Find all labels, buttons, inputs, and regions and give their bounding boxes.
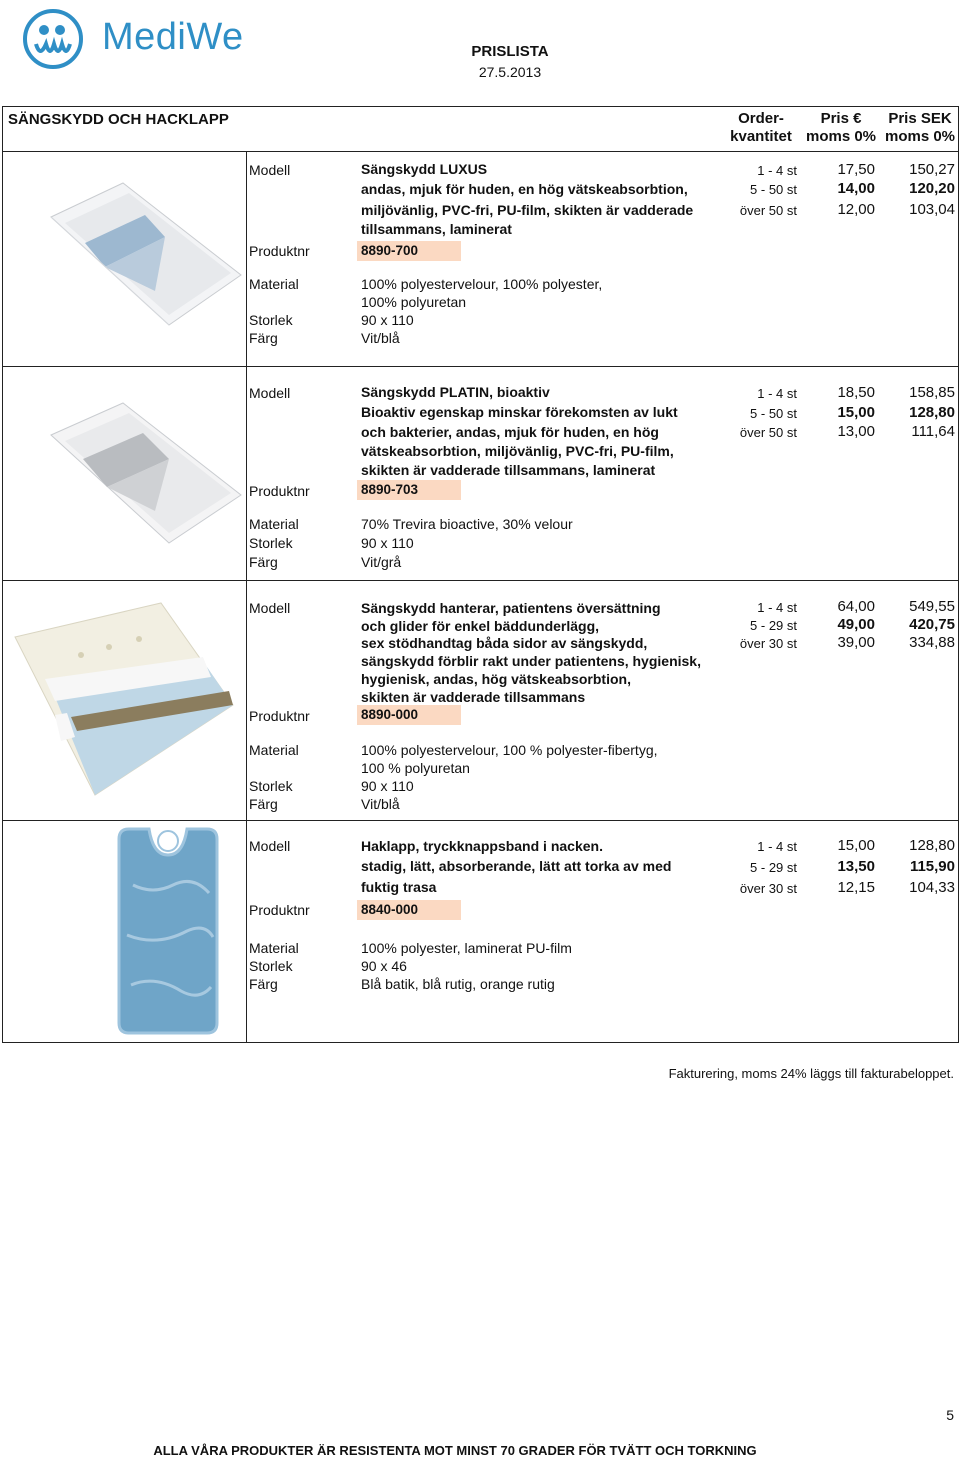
price-sek: 120,20	[909, 180, 955, 197]
product-description-line: miljövänlig, PVC-fri, PU-film, skikten är vadderade	[361, 202, 694, 218]
label-prodnr: Produktnr	[249, 483, 310, 499]
document-date: 27.5.2013	[478, 64, 542, 80]
label-color: Färg	[249, 554, 278, 570]
section-title: SÄNGSKYDD OCH HACKLAPP	[8, 111, 229, 128]
price-eur: 14,00	[837, 180, 875, 197]
material-line: 100 % polyuretan	[361, 760, 470, 776]
label-material: Material	[249, 940, 299, 956]
product-description-line: skikten är vadderade tillsammans, laminerat	[361, 462, 656, 478]
product-number: 8890-703	[357, 480, 461, 500]
logo-globe-icon	[22, 8, 92, 70]
material-line: 100% polyestervelour, 100% polyester,	[361, 276, 603, 292]
price-sek: 150,27	[909, 161, 955, 178]
product-description-line: och bakterier, andas, mjuk för huden, en hög	[361, 424, 659, 440]
label-size: Storlek	[249, 535, 293, 551]
order-quantity: 5 - 29 st	[750, 618, 797, 633]
price-eur: 13,50	[837, 858, 875, 875]
eur-column-header	[803, 110, 879, 146]
header-divider	[3, 151, 958, 152]
product-description-line: fuktig trasa	[361, 879, 437, 895]
product-image-haklapp	[113, 825, 223, 1037]
order-quantity: över 30 st	[739, 881, 797, 896]
price-sek: 128,80	[909, 837, 955, 854]
product-description-line: Sängskydd hanterar, patientens översättning	[361, 600, 661, 616]
price-eur: 15,00	[837, 404, 875, 421]
row-divider	[3, 580, 958, 581]
size-value: 90 x 110	[361, 778, 414, 794]
size-value: 90 x 46	[361, 958, 407, 974]
size-value: 90 x 110	[361, 312, 414, 328]
product-description-line: skikten är vadderade tillsammans	[361, 689, 586, 705]
label-prodnr: Produktnr	[249, 902, 310, 918]
label-material: Material	[249, 742, 299, 758]
label-color: Färg	[249, 976, 278, 992]
label-material: Material	[249, 276, 299, 292]
color-value: Vit/grå	[361, 554, 402, 570]
price-eur: 39,00	[837, 634, 875, 651]
price-eur: 64,00	[837, 598, 875, 615]
eur-header-line1: Pris €	[820, 110, 862, 127]
billing-note: Fakturering, moms 24% läggs till fakturabeloppet.	[668, 1066, 954, 1081]
product-description-line: sängskydd förblir rakt under patientens, hygienisk,	[361, 653, 701, 669]
price-sek: 115,90	[909, 858, 955, 875]
label-model: Modell	[249, 162, 291, 178]
price-sek: 128,80	[909, 404, 955, 421]
label-model: Modell	[249, 385, 291, 401]
order-quantity: över 30 st	[739, 636, 797, 651]
label-color: Färg	[249, 330, 278, 346]
product-description-line: hygienisk, andas, hög vätskeabsorbtion,	[361, 671, 631, 687]
color-value: Vit/blå	[361, 330, 400, 346]
product-description-line: Bioaktiv egenskap minskar förekomsten av lukt	[361, 404, 678, 420]
product-number: 8890-700	[357, 241, 461, 261]
price-eur: 13,00	[837, 423, 875, 440]
label-prodnr: Produktnr	[249, 243, 310, 259]
label-material: Material	[249, 516, 299, 532]
product-description-line: Sängskydd LUXUS	[361, 161, 488, 177]
product-description-line: och glider för enkel bäddunderlägg,	[361, 618, 600, 634]
material-line: 100% polyester, laminerat PU-film	[361, 940, 572, 956]
product-description-line: Haklapp, tryckknappsband i nacken.	[361, 838, 603, 854]
qty-column-header	[721, 110, 801, 146]
document-title: PRISLISTA	[471, 43, 549, 60]
price-sek: 158,85	[909, 384, 955, 401]
product-description-line: sex stödhandtag båda sidor av sängskydd,	[361, 635, 648, 651]
color-value: Blå batik, blå rutig, orange rutig	[361, 976, 555, 992]
price-eur: 17,50	[837, 161, 875, 178]
mediwe-logo	[22, 8, 262, 70]
material-line: 70% Trevira bioactive, 30% velour	[361, 516, 573, 532]
order-quantity: 1 - 4 st	[757, 386, 797, 401]
product-description-line: Sängskydd PLATIN, bioaktiv	[361, 384, 550, 400]
label-model: Modell	[249, 838, 291, 854]
label-model: Modell	[249, 600, 291, 616]
eur-header-line2: moms 0%	[805, 128, 877, 145]
order-quantity: 5 - 50 st	[750, 182, 797, 197]
sek-header-line1: Pris SEK	[888, 110, 952, 127]
price-eur: 49,00	[837, 616, 875, 633]
order-quantity: 1 - 4 st	[757, 163, 797, 178]
product-image-hanterar	[11, 597, 236, 807]
qty-header-line1: Order-	[738, 110, 784, 127]
product-number: 8890-000	[357, 705, 461, 725]
order-quantity: 5 - 29 st	[750, 860, 797, 875]
product-number: 8840-000	[357, 900, 461, 920]
sek-header-line2: moms 0%	[884, 128, 956, 145]
column-divider	[246, 151, 247, 1042]
order-quantity: över 50 st	[739, 203, 797, 218]
row-divider	[3, 820, 958, 821]
order-quantity: 1 - 4 st	[757, 839, 797, 854]
price-sek: 549,55	[909, 598, 955, 615]
price-sek: 111,64	[911, 423, 955, 440]
color-value: Vit/blå	[361, 796, 400, 812]
label-size: Storlek	[249, 312, 293, 328]
sek-column-header	[881, 110, 959, 146]
qty-header-line2: kvantitet	[730, 128, 792, 145]
page-number: 5	[946, 1407, 954, 1423]
price-sek: 103,04	[909, 201, 955, 218]
product-description-line: vätskeabsorbtion, miljövänlig, PVC-fri, PU-film,	[361, 443, 674, 459]
label-size: Storlek	[249, 958, 293, 974]
price-eur: 18,50	[837, 384, 875, 401]
order-quantity: 1 - 4 st	[757, 600, 797, 615]
brand-name: MediWe	[102, 16, 244, 58]
price-eur: 12,00	[837, 201, 875, 218]
product-description-line: tillsammans, laminerat	[361, 221, 512, 237]
order-quantity: 5 - 50 st	[750, 406, 797, 421]
price-sek: 104,33	[909, 879, 955, 896]
product-description-line: andas, mjuk för huden, en hög vätskeabsorbtion,	[361, 181, 688, 197]
material-line: 100% polyestervelour, 100 % polyester-fibertyg,	[361, 742, 658, 758]
label-color: Färg	[249, 796, 278, 812]
label-size: Storlek	[249, 778, 293, 794]
price-sek: 420,75	[909, 616, 955, 633]
footer-notice: ALLA VÅRA PRODUKTER ÄR RESISTENTA MOT MINST 70 GRADER FÖR TVÄTT OCH TORKNING	[153, 1443, 757, 1458]
price-table	[2, 106, 959, 1043]
price-eur: 15,00	[837, 837, 875, 854]
order-quantity: över 50 st	[739, 425, 797, 440]
label-prodnr: Produktnr	[249, 708, 310, 724]
product-image-platin	[45, 399, 245, 549]
material-line: 100% polyuretan	[361, 294, 467, 310]
size-value: 90 x 110	[361, 535, 414, 551]
row-divider	[3, 366, 958, 367]
product-image-luxus	[45, 179, 245, 329]
price-eur: 12,15	[837, 879, 875, 896]
price-sek: 334,88	[909, 634, 955, 651]
product-description-line: stadig, lätt, absorberande, lätt att torka av med	[361, 858, 672, 874]
